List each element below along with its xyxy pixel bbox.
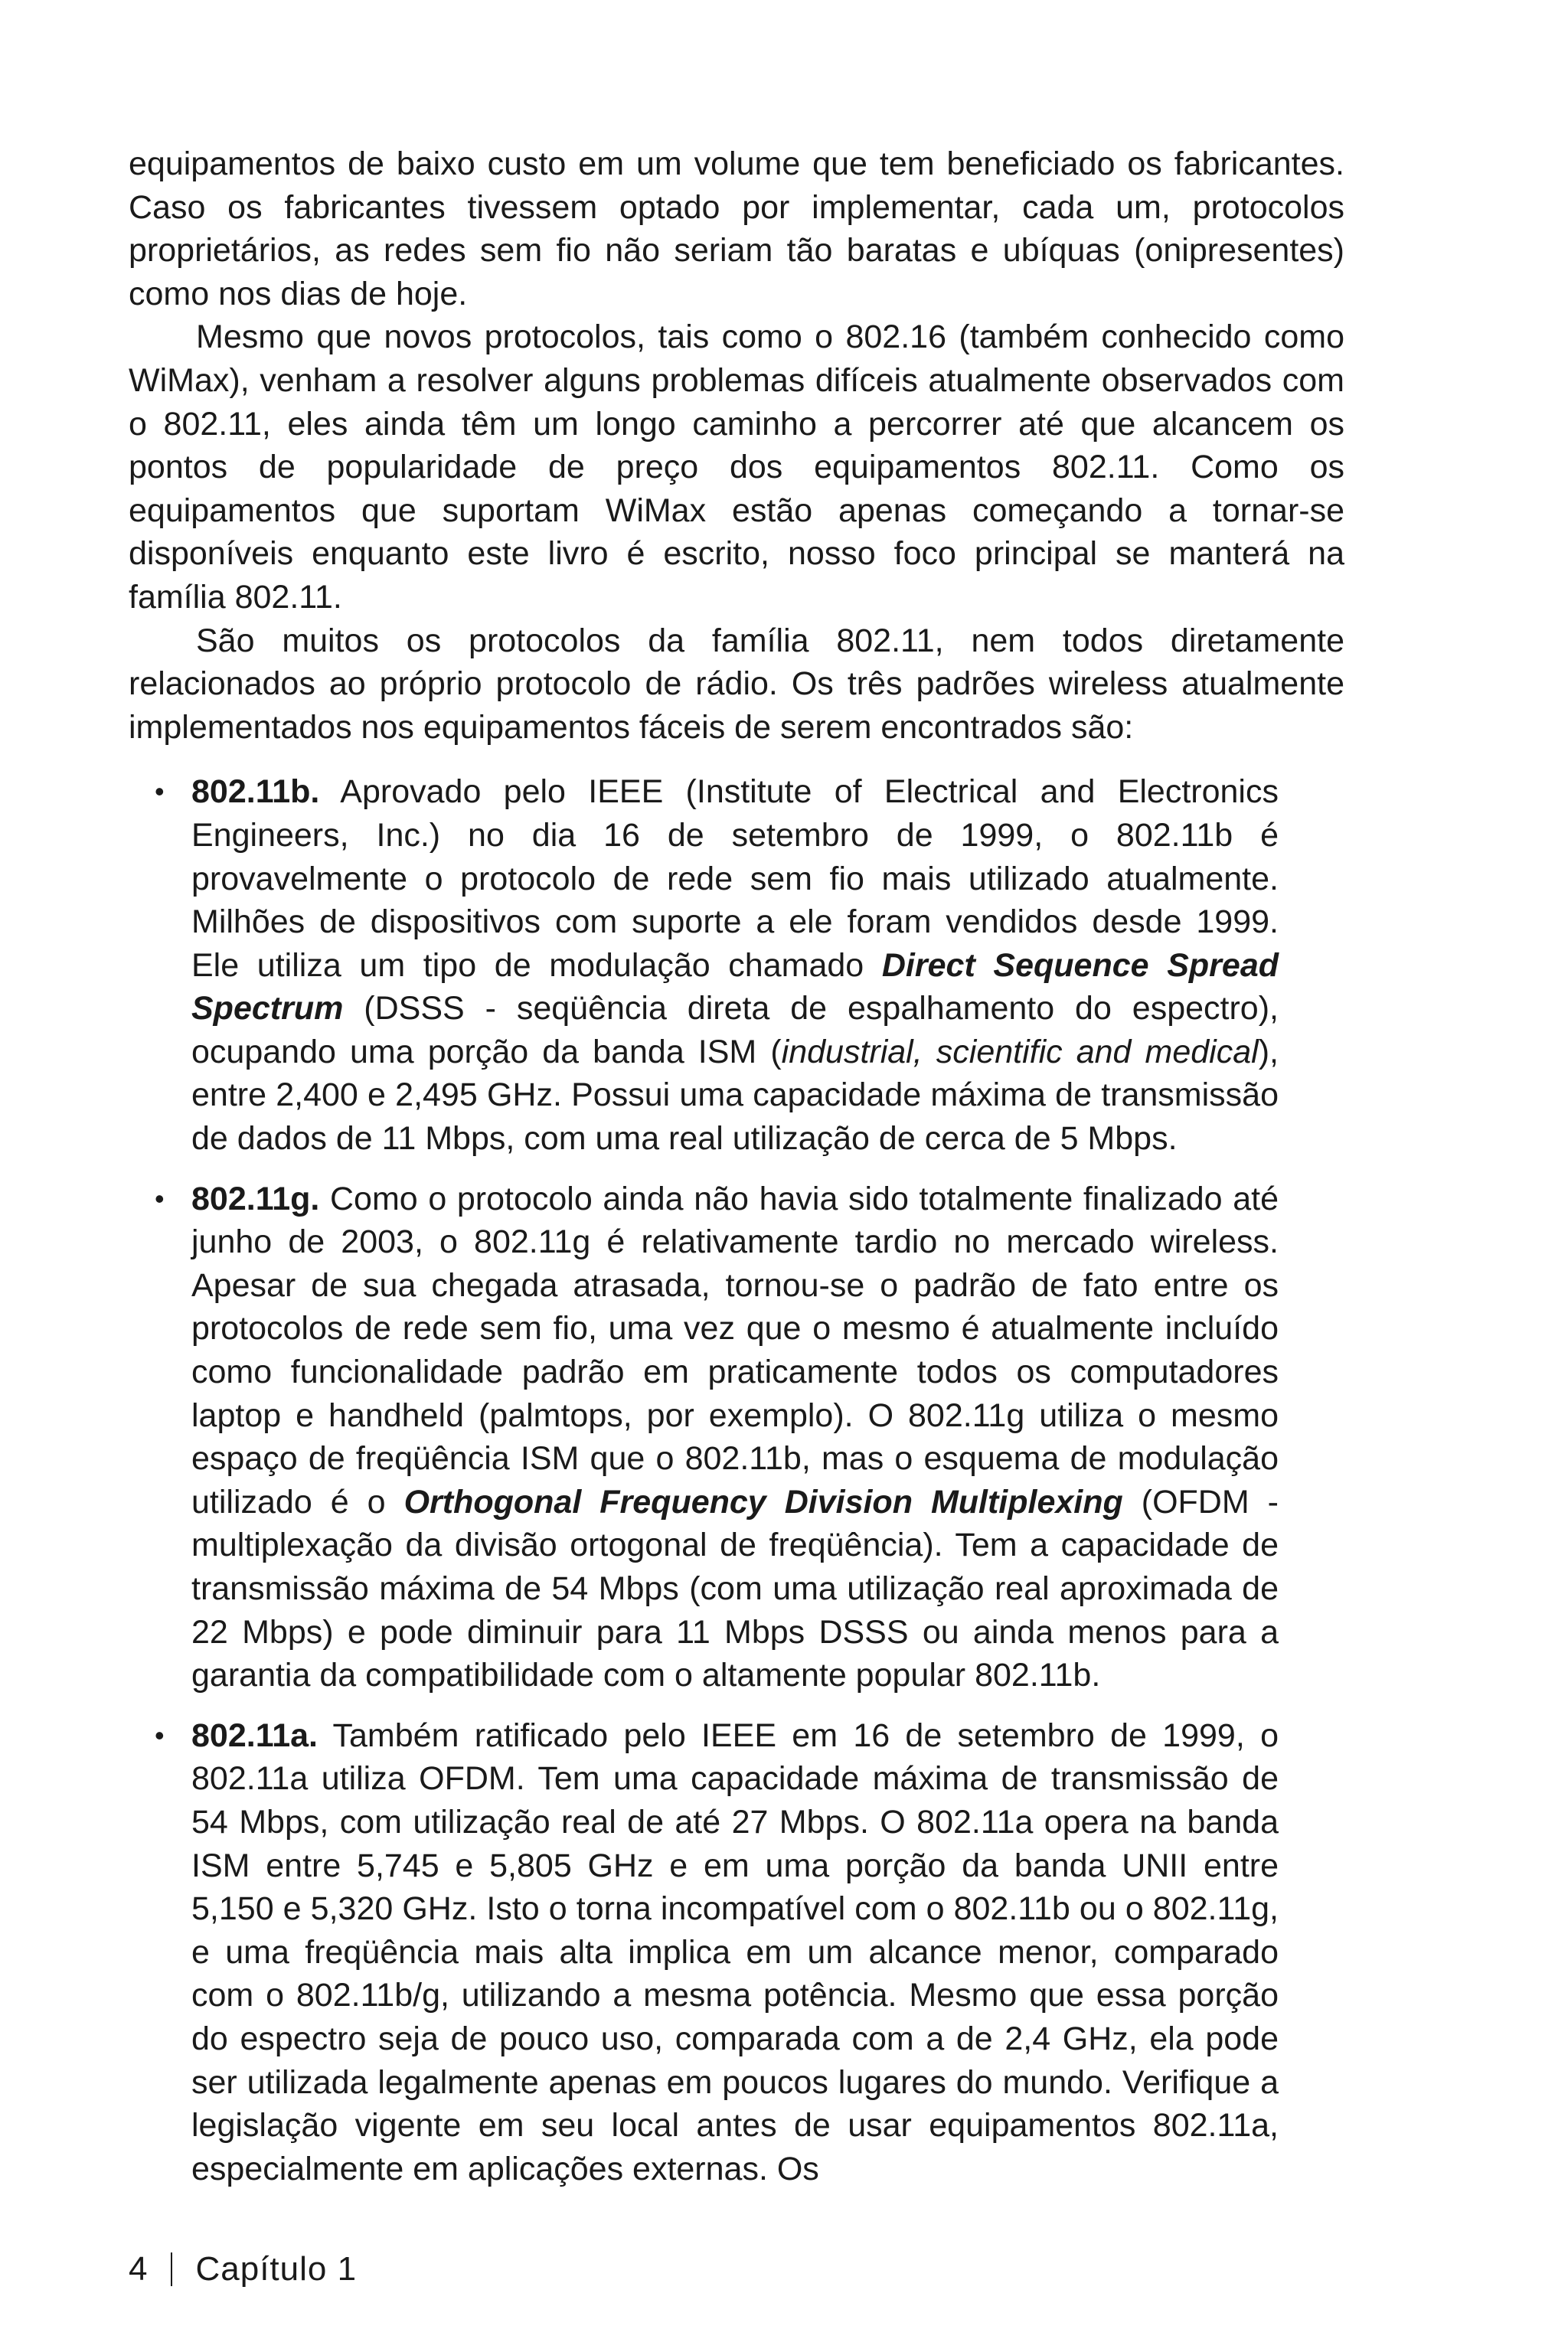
bullet-marker: • bbox=[155, 776, 165, 808]
term-80211a: 802.11a. bbox=[191, 1717, 318, 1754]
term-80211g: 802.11g. bbox=[191, 1180, 320, 1217]
term-80211b: 802.11b. bbox=[191, 773, 320, 811]
chapter-label: Capítulo 1 bbox=[195, 2250, 358, 2288]
bullet-marker: • bbox=[155, 1719, 165, 1751]
emphasis-ism: industrial, scientific and medical bbox=[781, 1033, 1259, 1070]
page-number: 4 bbox=[129, 2250, 149, 2288]
item-text: ), entre 2,400 e 2,495 GHz. Possui uma capacidade máxima de transmissão de dados de 11 Mbps, com uma real utilização de cerca de 5 Mbps. bbox=[191, 1033, 1279, 1158]
item-text: Aprovado pelo IEEE (Institute of Electrical and Electronics Engineers, Inc.) no dia 16 de setembro de 1999, o 802.11b é provavelmente o protocolo de rede sem fio mais utilizado atualmente. Milhões de dispositivos com suporte a ele foram vendidos desde 1999. Ele utiliza um tipo de modulação chamado bbox=[191, 773, 1279, 984]
body-text bbox=[129, 142, 1344, 2207]
paragraph-wimax: Mesmo que novos protocolos, tais como o 802.16 (também conhecido como WiMax), venham a resolver alguns problemas difíceis atualmente observados com o 802.11, eles ainda têm um longo caminho a percorrer até que alcancem os pontos de popularidade de preço dos equipamentos 802.11. Como os equipamentos que suportam WiMax estão apenas começando a tornar-se disponíveis enquanto este livro é escrito, nosso foco principal se manterá na família 802.11. bbox=[129, 318, 1344, 616]
paragraph-continuation: equipamentos de baixo custo em um volume que tem beneficiado os fabricantes. Caso os fabricantes tivessem optado por implementar, cada um, protocolos proprietários, as redes sem fio não seriam tão baratas e ubíquas (onipresentes) como nos dias de hoje. bbox=[129, 145, 1344, 312]
item-text: (DSSS - seqüência direta de espalhamento do espectro), ocupando uma porção da banda ISM ( bbox=[191, 990, 1279, 1070]
page-footer bbox=[129, 2248, 357, 2291]
item-text: Também ratificado pelo IEEE em 16 de setembro de 1999, o 802.11a utiliza OFDM. Tem uma capacidade máxima de transmissão de 54 Mbps, com utilização real de até 27 Mbps. O 802.11a opera na banda ISM entre 5,745 e 5,805 GHz e em uma porção da banda UNII entre 5,150 e 5,320 GHz. Isto o torna incompatível com o 802.11b ou o 802.11g, e uma freqüência mais alta implica em um alcance menor, comparado com o 802.11b/g, utilizando a mesma potência. Mesmo que essa porção do espectro seja de pouco uso, comparada com a de 2,4 GHz, ela pode ser utilizada legalmente apenas em poucos lugares do mundo. Verifique a legislação vigente em seu local antes de usar equipamentos 802.11a, especialmente em aplicações externas. Os bbox=[191, 1717, 1279, 2187]
list-item-80211g bbox=[155, 1178, 1279, 1697]
emphasis-dsss: Direct Sequence Spread Spectrum bbox=[191, 946, 1279, 1027]
bullet-marker: • bbox=[155, 1182, 165, 1214]
footer-divider bbox=[171, 2252, 172, 2286]
item-text: (OFDM - multiplexação da divisão ortogonal de freqüência). Tem a capacidade de transmissão máxima de 54 Mbps (com uma utilização real aproximada de 22 Mbps) e pode diminuir para 11 Mbps DSSS ou ainda menos para a garantia da compatibilidade com o altamente popular 802.11b. bbox=[191, 1483, 1279, 1694]
item-text: Como o protocolo ainda não havia sido totalmente finalizado até junho de 2003, o 802.11g é relativamente tardio no mercado wireless. Apesar de sua chegada atrasada, tornou-se o padrão de fato entre os protocolos de rede sem fio, uma vez que o mesmo é atualmente incluído como funcionalidade padrão em praticamente todos os computadores laptop e handheld (palmtops, por exemplo). O 802.11g utiliza o mesmo espaço de freqüência ISM que o 802.11b, mas o esquema de modulação utilizado é o bbox=[191, 1180, 1279, 1521]
standards-list bbox=[155, 770, 1279, 2190]
list-item-80211b bbox=[155, 770, 1279, 1160]
list-item-80211a bbox=[155, 1714, 1279, 2191]
paragraph-protocols-intro: São muitos os protocolos da família 802.11, nem todos diretamente relacionados ao próprio protocolo de rádio. Os três padrões wireless atualmente implementados nos equipamentos fáceis de serem encontrados são: bbox=[129, 622, 1344, 746]
emphasis-ofdm: Orthogonal Frequency Division Multiplexing bbox=[403, 1483, 1123, 1521]
